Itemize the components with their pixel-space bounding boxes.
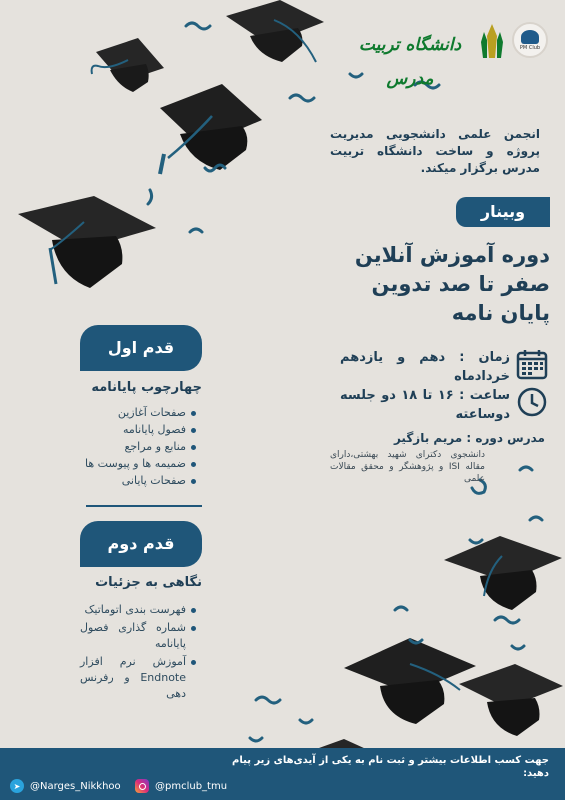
list-item: شماره گذاری فصول پایانامه: [80, 620, 196, 652]
step-2-title: نگاهی به جزئیات: [95, 575, 202, 590]
list-item: ضمیمه ها و پیوست ها: [80, 456, 196, 472]
calendar-icon: [516, 348, 548, 380]
instagram-icon: [135, 779, 149, 793]
instructor-bio: دانشجوی دکترای شهید بهشتی،دارای مقاله ISI و پژوهشگر و محقق مقالات علمی: [330, 450, 485, 484]
telegram-contact[interactable]: [10, 779, 121, 793]
course-title-line-1: دوره آموزش آنلاین: [354, 243, 550, 267]
footer: [0, 748, 565, 800]
course-title-line-2: صفر تا صد تدوین: [371, 272, 550, 296]
clock-icon: [516, 386, 548, 418]
university-logo: دانشگاه تربیت مدرس: [358, 35, 462, 89]
step-1-title: چهارچوب پایانامه: [91, 380, 202, 395]
instagram-contact[interactable]: [135, 779, 227, 793]
step-1-list: [80, 405, 196, 490]
footer-message: جهت کسب اطلاعات بیشتر و ثبت نام به یکی از آیدی‌های زیر پیام دهید:: [232, 755, 549, 779]
step-1-badge: قدم اول: [80, 325, 202, 371]
divider: [86, 505, 202, 507]
date-text: زمان : دهم و یازدهم خردادماه: [340, 350, 510, 384]
telegram-icon: ➤: [10, 779, 24, 793]
club-mark-icon: [521, 30, 539, 44]
telegram-handle[interactable]: @Narges_Nikkhoo: [30, 780, 121, 792]
list-item: منابع و مراجع: [80, 439, 196, 455]
list-item: آموزش نرم افزار Endnote و رفرنس دهی: [80, 654, 196, 702]
intro-text: انجمن علمی دانشجویی مدیریت پروژه و ساخت دانشگاه تربیت مدرس برگزار میکند.: [330, 127, 540, 175]
university-emblem-icon: [478, 22, 506, 60]
course-title-line-3: پایان نامه: [451, 301, 550, 325]
club-logo-text: PM Club: [519, 44, 541, 51]
list-item: صفحات آغازین: [80, 405, 196, 421]
instructor-name: مدرس دوره : مریم بازگیر: [393, 431, 545, 445]
club-logo: [512, 22, 548, 58]
instagram-handle[interactable]: @pmclub_tmu: [155, 780, 228, 792]
step-2-list: [80, 602, 196, 704]
time-text: ساعت : ۱۶ تا ۱۸ دو جلسه دوساعته: [340, 388, 511, 422]
webinar-badge: وبینار: [456, 197, 550, 227]
list-item: فهرست بندی اتوماتیک: [80, 602, 196, 618]
list-item: صفحات پایانی: [80, 473, 196, 489]
list-item: فصول پایانامه: [80, 422, 196, 438]
course-title: [300, 241, 550, 328]
step-2-badge: قدم دوم: [80, 521, 202, 567]
